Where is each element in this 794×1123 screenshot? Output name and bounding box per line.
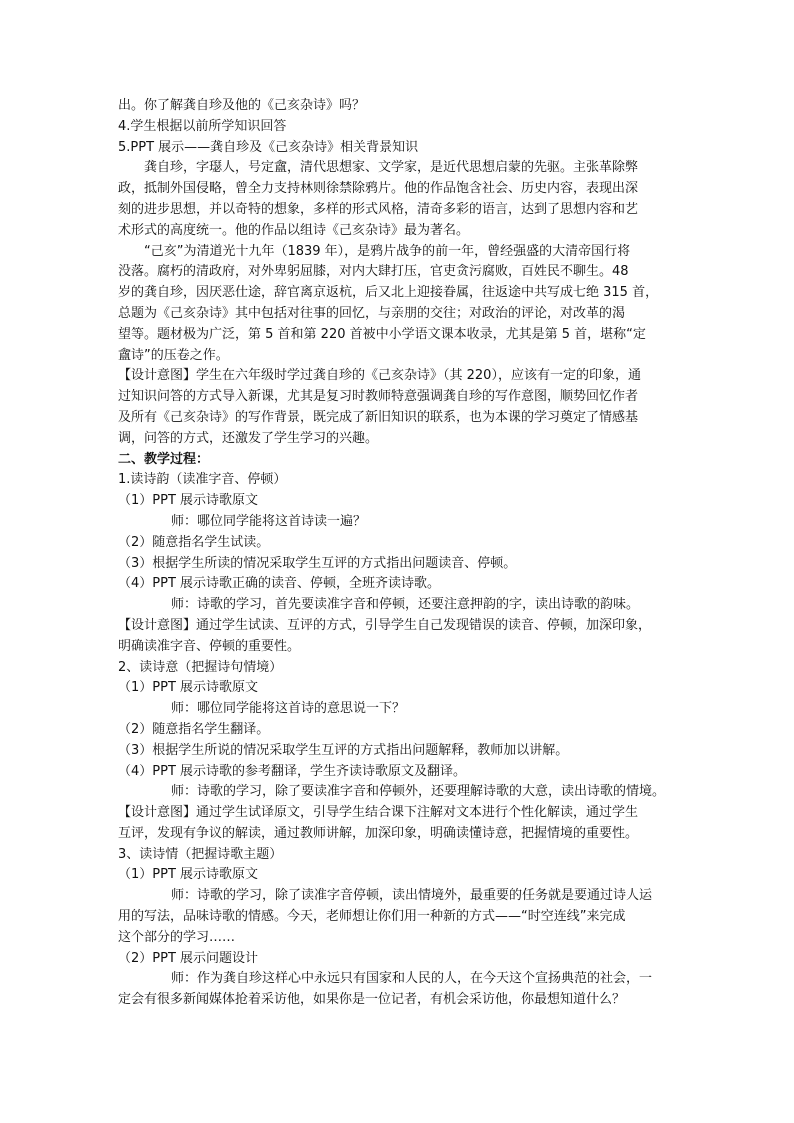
- text-line: （3）根据学生所读的情况采取学生互评的方式指出问题读音、停顿。: [118, 555, 517, 571]
- text-line: （2）随意指名学生翻译。: [118, 721, 270, 737]
- text-line: “己亥”为清道光十九年（1839 年），是鸦片战争的前一年，曾经强盛的大清帝国行将: [144, 243, 631, 259]
- text-line: （1）PPT 展示诗歌原文: [118, 867, 259, 883]
- text-line: 及所有《己亥杂诗》的写作背景，既完成了新旧知识的联系，也为本课的学习奠定了情感基: [118, 409, 639, 425]
- text-line: 【设计意图】通过学生试译原文，引导学生结合课下注解对文本进行个性化解读，通过学生: [118, 805, 639, 821]
- lesson-plan-body: [118, 96, 678, 1011]
- text-line: （2）随意指名学生试读。: [118, 534, 270, 550]
- text-line: 【设计意图】学生在六年级时学过龚自珍的《己亥杂诗》（其 220），应该有一定的印象，通: [118, 368, 641, 384]
- text-line: （1）PPT 展示诗歌原文: [118, 493, 259, 509]
- text-line: 1.读诗韵（读准字音、停顿）: [118, 472, 287, 488]
- text-line: 互评，发现有争议的解读，通过教师讲解，加深印象，明确读懂诗意，把握情境的重要性。: [118, 825, 639, 841]
- text-line: 师：诗歌的学习，首先要读准字音和停顿，还要注意押韵的字，读出诗歌的韵味。: [171, 597, 640, 613]
- text-line: 盦诗”的压卷之作。: [118, 347, 229, 363]
- text-line: 没落。腐朽的清政府，对外卑躬屈膝，对内大肆打压，官吏贪污腐败，百姓民不聊生。48: [118, 264, 629, 280]
- text-line: 出。你了解龚自珍及他的《己亥杂诗》吗？: [118, 98, 366, 113]
- text-line: 师：哪位同学能将这首诗的意思说一下？: [171, 701, 406, 717]
- text-line: 调，问答的方式，还激发了学生学习的兴趣。: [118, 430, 379, 446]
- text-line: （4）PPT 展示诗歌正确的读音、停顿，全班齐读诗歌。: [118, 576, 441, 592]
- text-line: 师：诗歌的学习，除了读准字音停顿，读出情境外，最重要的任务就是要通过诗人运: [171, 888, 653, 904]
- text-line: 定会有很多新闻媒体抢着采访他，如果你是一位记者，有机会采访他，你最想知道什么？: [118, 992, 626, 1008]
- text-line: 这个部分的学习……: [118, 929, 236, 945]
- text-line: 望等。题材极为广泛，第 5 首和第 220 首被中小学语文课本收录，尤其是第 5 首，堪称“定: [118, 326, 646, 342]
- text-line: 岁的龚自珍，因厌恶仕途，辞官离京返杭，后又北上迎接眷属，往返途中共写成七绝 315 首，: [118, 285, 659, 301]
- text-line: 龚自珍，字璱人，号定盦，清代思想家、文学家，是近代思想启蒙的先驱。主张革除弊: [144, 160, 639, 176]
- text-line: 2、读诗意（把握诗句情境）: [118, 659, 283, 675]
- text-line: 师：诗歌的学习，除了要读准字音和停顿外，还要理解诗歌的大意，读出诗歌的情境。: [171, 784, 666, 800]
- text-line: （2）PPT 展示问题设计: [118, 950, 259, 966]
- text-line: （1）PPT 展示诗歌原文: [118, 680, 259, 696]
- text-line: 3、读诗情（把握诗歌主题）: [118, 846, 283, 862]
- text-line: 明确读准字音、停顿的重要性。: [118, 638, 301, 654]
- text-line: 过知识问答的方式导入新课，尤其是复习时教师特意强调龚自珍的写作意图，顺势回忆作者: [118, 389, 639, 405]
- text-line: 二、教学过程：: [118, 451, 210, 467]
- text-line: 术形式的高度统一。他的作品以组诗《己亥杂诗》最为著名。: [118, 222, 470, 238]
- text-line: 【设计意图】通过学生试读、互评的方式，引导学生自己发现错误的读音、停顿，加深印象，: [118, 617, 652, 633]
- text-line: 师：作为龚自珍这样心中永远只有国家和人民的人，在今天这个宣扬典范的社会，一: [171, 971, 653, 987]
- text-line: 用的写法，品味诗歌的情感。今天，老师想让你们用一种新的方式——“时空连线”来完成: [118, 909, 626, 925]
- text-line: 总题为《己亥杂诗》其中包括对往事的回忆，与亲朋的交往；对政治的评论，对改革的渴: [118, 305, 626, 321]
- text-line: （3）根据学生所说的情况采取学生互评的方式指出问题解释，教师加以讲解。: [118, 742, 569, 758]
- text-line: 刻的进步思想，并以奇特的想象，多样的形式风格，清奇多彩的语言，达到了思想内容和艺: [118, 201, 639, 217]
- text-line: （4）PPT 展示诗歌的参考翻译，学生齐读诗歌原文及翻译。: [118, 763, 467, 779]
- text-line: 5.PPT 展示——龚自珍及《己亥杂诗》相关背景知识: [118, 139, 419, 155]
- text-line: 4.学生根据以前所学知识回答: [118, 118, 287, 134]
- text-line: 政，抵制外国侵略，曾全力支持林则徐禁除鸦片。他的作品饱含社会、历史内容，表现出深: [118, 181, 639, 197]
- text-line: 师：哪位同学能将这首诗读一遍？: [171, 513, 367, 529]
